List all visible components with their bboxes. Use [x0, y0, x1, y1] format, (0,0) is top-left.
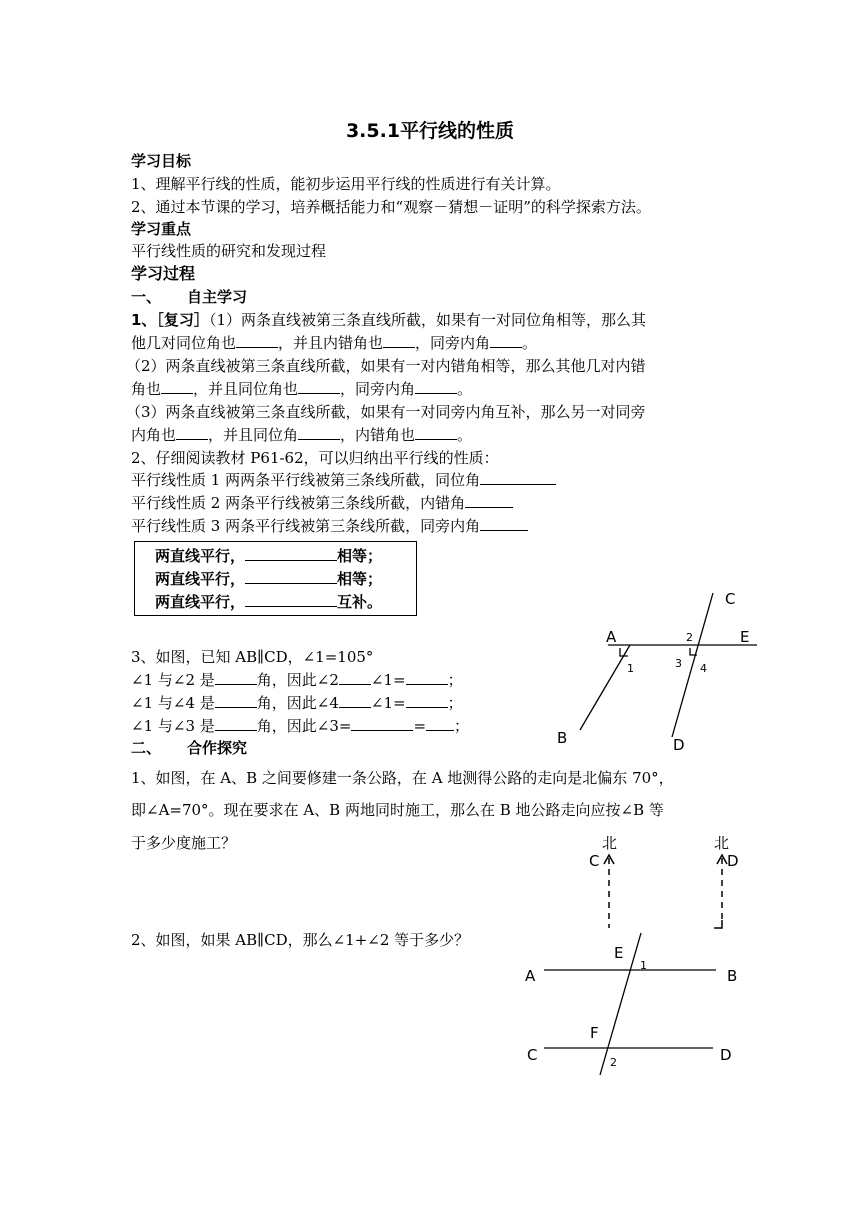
ex3-part: =	[413, 717, 427, 735]
q2-part: 。	[457, 380, 473, 398]
focus-heading: 学习重点	[131, 220, 192, 238]
north-label-2: 北	[714, 834, 730, 852]
ex3-part: ；	[447, 671, 463, 689]
ex3-part: 角，因此∠3=	[256, 717, 352, 735]
fig1-label-C: C	[725, 590, 736, 608]
q3-part: ，并且同位角	[208, 426, 299, 444]
coop-1-text-a: 1、如图，在 A、B 之间要修建一条公路，在 A 地测得公路的走向是北偏东 70°，	[131, 769, 674, 787]
summary-row-2-a: 两直线平行，	[155, 570, 246, 588]
ex3-part: 角，因此∠2	[256, 671, 339, 689]
figure-parallel-lines	[580, 593, 757, 737]
summary-row-3-b: 互补。	[337, 593, 383, 611]
goal-2: 2、通过本节课的学习，培养概括能力和“观察－猜想－证明”的科学探索方法。	[131, 198, 651, 216]
fig2-label-D: D	[727, 852, 739, 870]
ex3-part: 角，因此∠4	[256, 694, 339, 712]
goals-heading: 学习目标	[131, 152, 192, 170]
ex3-part: ；	[454, 717, 470, 735]
summary-row-1-a: 两直线平行，	[155, 547, 246, 565]
fig3-label-A: A	[525, 967, 536, 985]
goal-1: 1、理解平行线的性质，能初步运用平行线的性质进行有关计算。	[131, 175, 561, 193]
figure-north-arrows	[604, 855, 727, 928]
fig1-angle-4: 4	[700, 662, 707, 675]
q3-part: 。	[457, 426, 473, 444]
north-arrow-D-corner	[714, 920, 722, 928]
q3-part: 内角也	[131, 426, 177, 444]
ex3-part: ∠1 与∠4 是	[131, 694, 215, 712]
fig1-label-D: D	[673, 736, 685, 754]
north-label-1: 北	[602, 834, 618, 852]
part1-title: 自主学习	[187, 288, 248, 306]
coop-1-line-2: 即∠A=70°。现在要求在 A、B 两地同时施工，那么在 B 地公路走向应按∠B 等	[131, 801, 664, 819]
ex3-part: ∠1=	[370, 694, 406, 712]
summary-row-3-a: 两直线平行，	[155, 593, 246, 611]
part1-num: 一、	[131, 288, 162, 306]
fig1-angle-1: 1	[627, 662, 634, 675]
fig1-angle-2: 2	[686, 631, 693, 644]
q2-part: 角也	[131, 380, 162, 398]
q2-part: ，同旁内角	[340, 380, 416, 398]
read-prompt: 2、仔细阅读教材 P61-62，可以归纳出平行线的性质：	[131, 449, 499, 467]
property-2-text: 平行线性质 2 两条平行线被第三条线所截，内错角	[131, 494, 466, 512]
q1-part: ，同旁内角	[415, 334, 491, 352]
part2-title: 合作探究	[187, 739, 248, 757]
fig1-angle-3: 3	[675, 657, 682, 670]
exercise-3-intro: 3、如图，已知 AB∥CD，∠1=105°	[131, 648, 374, 666]
summary-row-2-b: 相等；	[337, 570, 383, 588]
ex3-part: ∠1 与∠3 是	[131, 717, 215, 735]
fig1-label-E: E	[740, 628, 750, 646]
fig3-label-E: E	[614, 944, 624, 962]
focus-text: 平行线性质的研究和发现过程	[131, 242, 327, 260]
fig3-angle-2: 2	[610, 1056, 617, 1069]
fig2-label-C: C	[589, 852, 600, 870]
q1-part: 他几对同位角也	[131, 334, 237, 352]
fig1-label-B: B	[557, 729, 568, 747]
q1-part: ，并且内错角也	[278, 334, 384, 352]
ex3-part: ∠1=	[370, 671, 406, 689]
fig3-label-C: C	[527, 1046, 538, 1064]
line-AB	[580, 645, 630, 730]
fig3-angle-1: 1	[640, 959, 647, 972]
review-q3-line1: （3）两条直线被第三条直线所截，如果有一对同旁内角互补，那么另一对同旁	[126, 403, 646, 421]
coop-1-line-3: 于多少度施工？	[131, 834, 237, 852]
q3-part: ，内错角也	[340, 426, 416, 444]
process-heading: 学习过程	[131, 264, 196, 283]
fig3-label-F: F	[590, 1024, 599, 1042]
fig3-label-B: B	[727, 967, 738, 985]
fig3-label-D: D	[720, 1046, 732, 1064]
ex3-part: ；	[447, 694, 463, 712]
review-prefix: 1、［复习］	[131, 311, 209, 329]
ex3-part: ∠1 与∠2 是	[131, 671, 215, 689]
property-1-text: 平行线性质 1 两两条平行线被第三条线所截，同位角	[131, 471, 481, 489]
part2-num: 二、	[131, 739, 162, 757]
q2-part: ，并且同位角也	[193, 380, 299, 398]
figure-transversal	[544, 933, 716, 1075]
coop-2: 2、如图，如果 AB∥CD，那么∠1+∠2 等于多少？	[131, 931, 470, 949]
review-q2-line1: （2）两条直线被第三条直线所截，如果有一对内错角相等，那么其他几对内错	[126, 357, 646, 375]
fig1-label-A: A	[606, 628, 617, 646]
q1-part: 。	[522, 334, 538, 352]
page-title: 3.5.1平行线的性质	[345, 120, 515, 142]
summary-row-1-b: 相等；	[337, 547, 383, 565]
q1-text: （1）两条直线被第三条直线所截，如果有一对同位角相等，那么其	[208, 311, 646, 329]
property-3-text: 平行线性质 3 两条平行线被第三条线所截，同旁内角	[131, 517, 481, 535]
